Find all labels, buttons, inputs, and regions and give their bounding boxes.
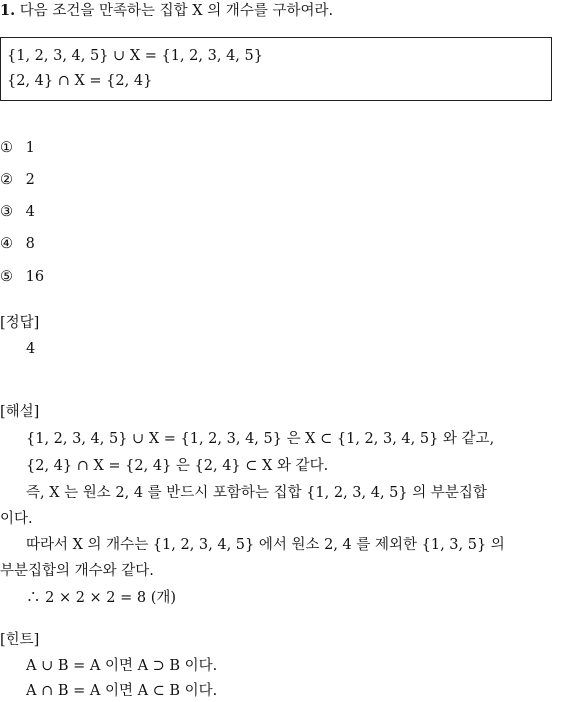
choice-symbol: ⑤ — [0, 269, 13, 285]
hint-label: [힌트] — [0, 632, 40, 648]
choice-symbol: ③ — [0, 204, 13, 220]
condition-box — [0, 37, 552, 101]
choice-4[interactable] — [0, 236, 35, 253]
problem-number: 1. — [0, 2, 16, 19]
explanation-label: [해설] — [0, 404, 40, 420]
choice-symbol: ① — [0, 140, 13, 156]
choice-5[interactable] — [0, 269, 44, 286]
choice-value: 2 — [25, 172, 35, 188]
choice-1[interactable] — [0, 140, 35, 157]
condition-line: {2, 4} ∩ X = {2, 4} — [7, 73, 153, 89]
choice-2[interactable] — [0, 172, 35, 189]
explanation-line: 이다. — [0, 511, 33, 527]
question-line — [0, 2, 333, 20]
choice-value: 16 — [25, 269, 45, 285]
hint-line: A ∩ B = A 이면 A ⊂ B 이다. — [26, 683, 218, 699]
explanation-line: 즉, X 는 원소 2, 4 를 반드시 포함하는 집합 {1, 2, 3, 4, 5} 의 부분집합 — [26, 485, 487, 501]
choice-value: 1 — [25, 140, 35, 156]
question-text: 다음 조건을 만족하는 집합 X 의 개수를 구하여라. — [19, 3, 334, 19]
choice-value: 8 — [25, 236, 35, 252]
choice-symbol: ② — [0, 172, 13, 188]
condition-line: {1, 2, 3, 4, 5} ∪ X = {1, 2, 3, 4, 5} — [7, 48, 263, 64]
explanation-line: {2, 4} ∩ X = {2, 4} 은 {2, 4} ⊂ X 와 같다. — [26, 458, 329, 474]
answer-value: 4 — [26, 341, 36, 357]
hint-line: A ∪ B = A 이면 A ⊃ B 이다. — [26, 658, 218, 674]
answer-label: [정답] — [0, 315, 40, 331]
explanation-line: 부분집합의 개수와 같다. — [0, 563, 154, 579]
choice-symbol: ④ — [0, 236, 13, 252]
explanation-line: ∴ 2 × 2 × 2 = 8 (개) — [26, 590, 177, 606]
explanation-line: {1, 2, 3, 4, 5} ∪ X = {1, 2, 3, 4, 5} 은 X ⊂ {1, 2, 3, 4, 5} 와 같고, — [26, 431, 495, 447]
choice-3[interactable] — [0, 204, 35, 221]
choice-value: 4 — [25, 204, 35, 220]
explanation-line: 따라서 X 의 개수는 {1, 2, 3, 4, 5} 에서 원소 2, 4 를 제외한 {1, 3, 5} 의 — [26, 537, 505, 553]
